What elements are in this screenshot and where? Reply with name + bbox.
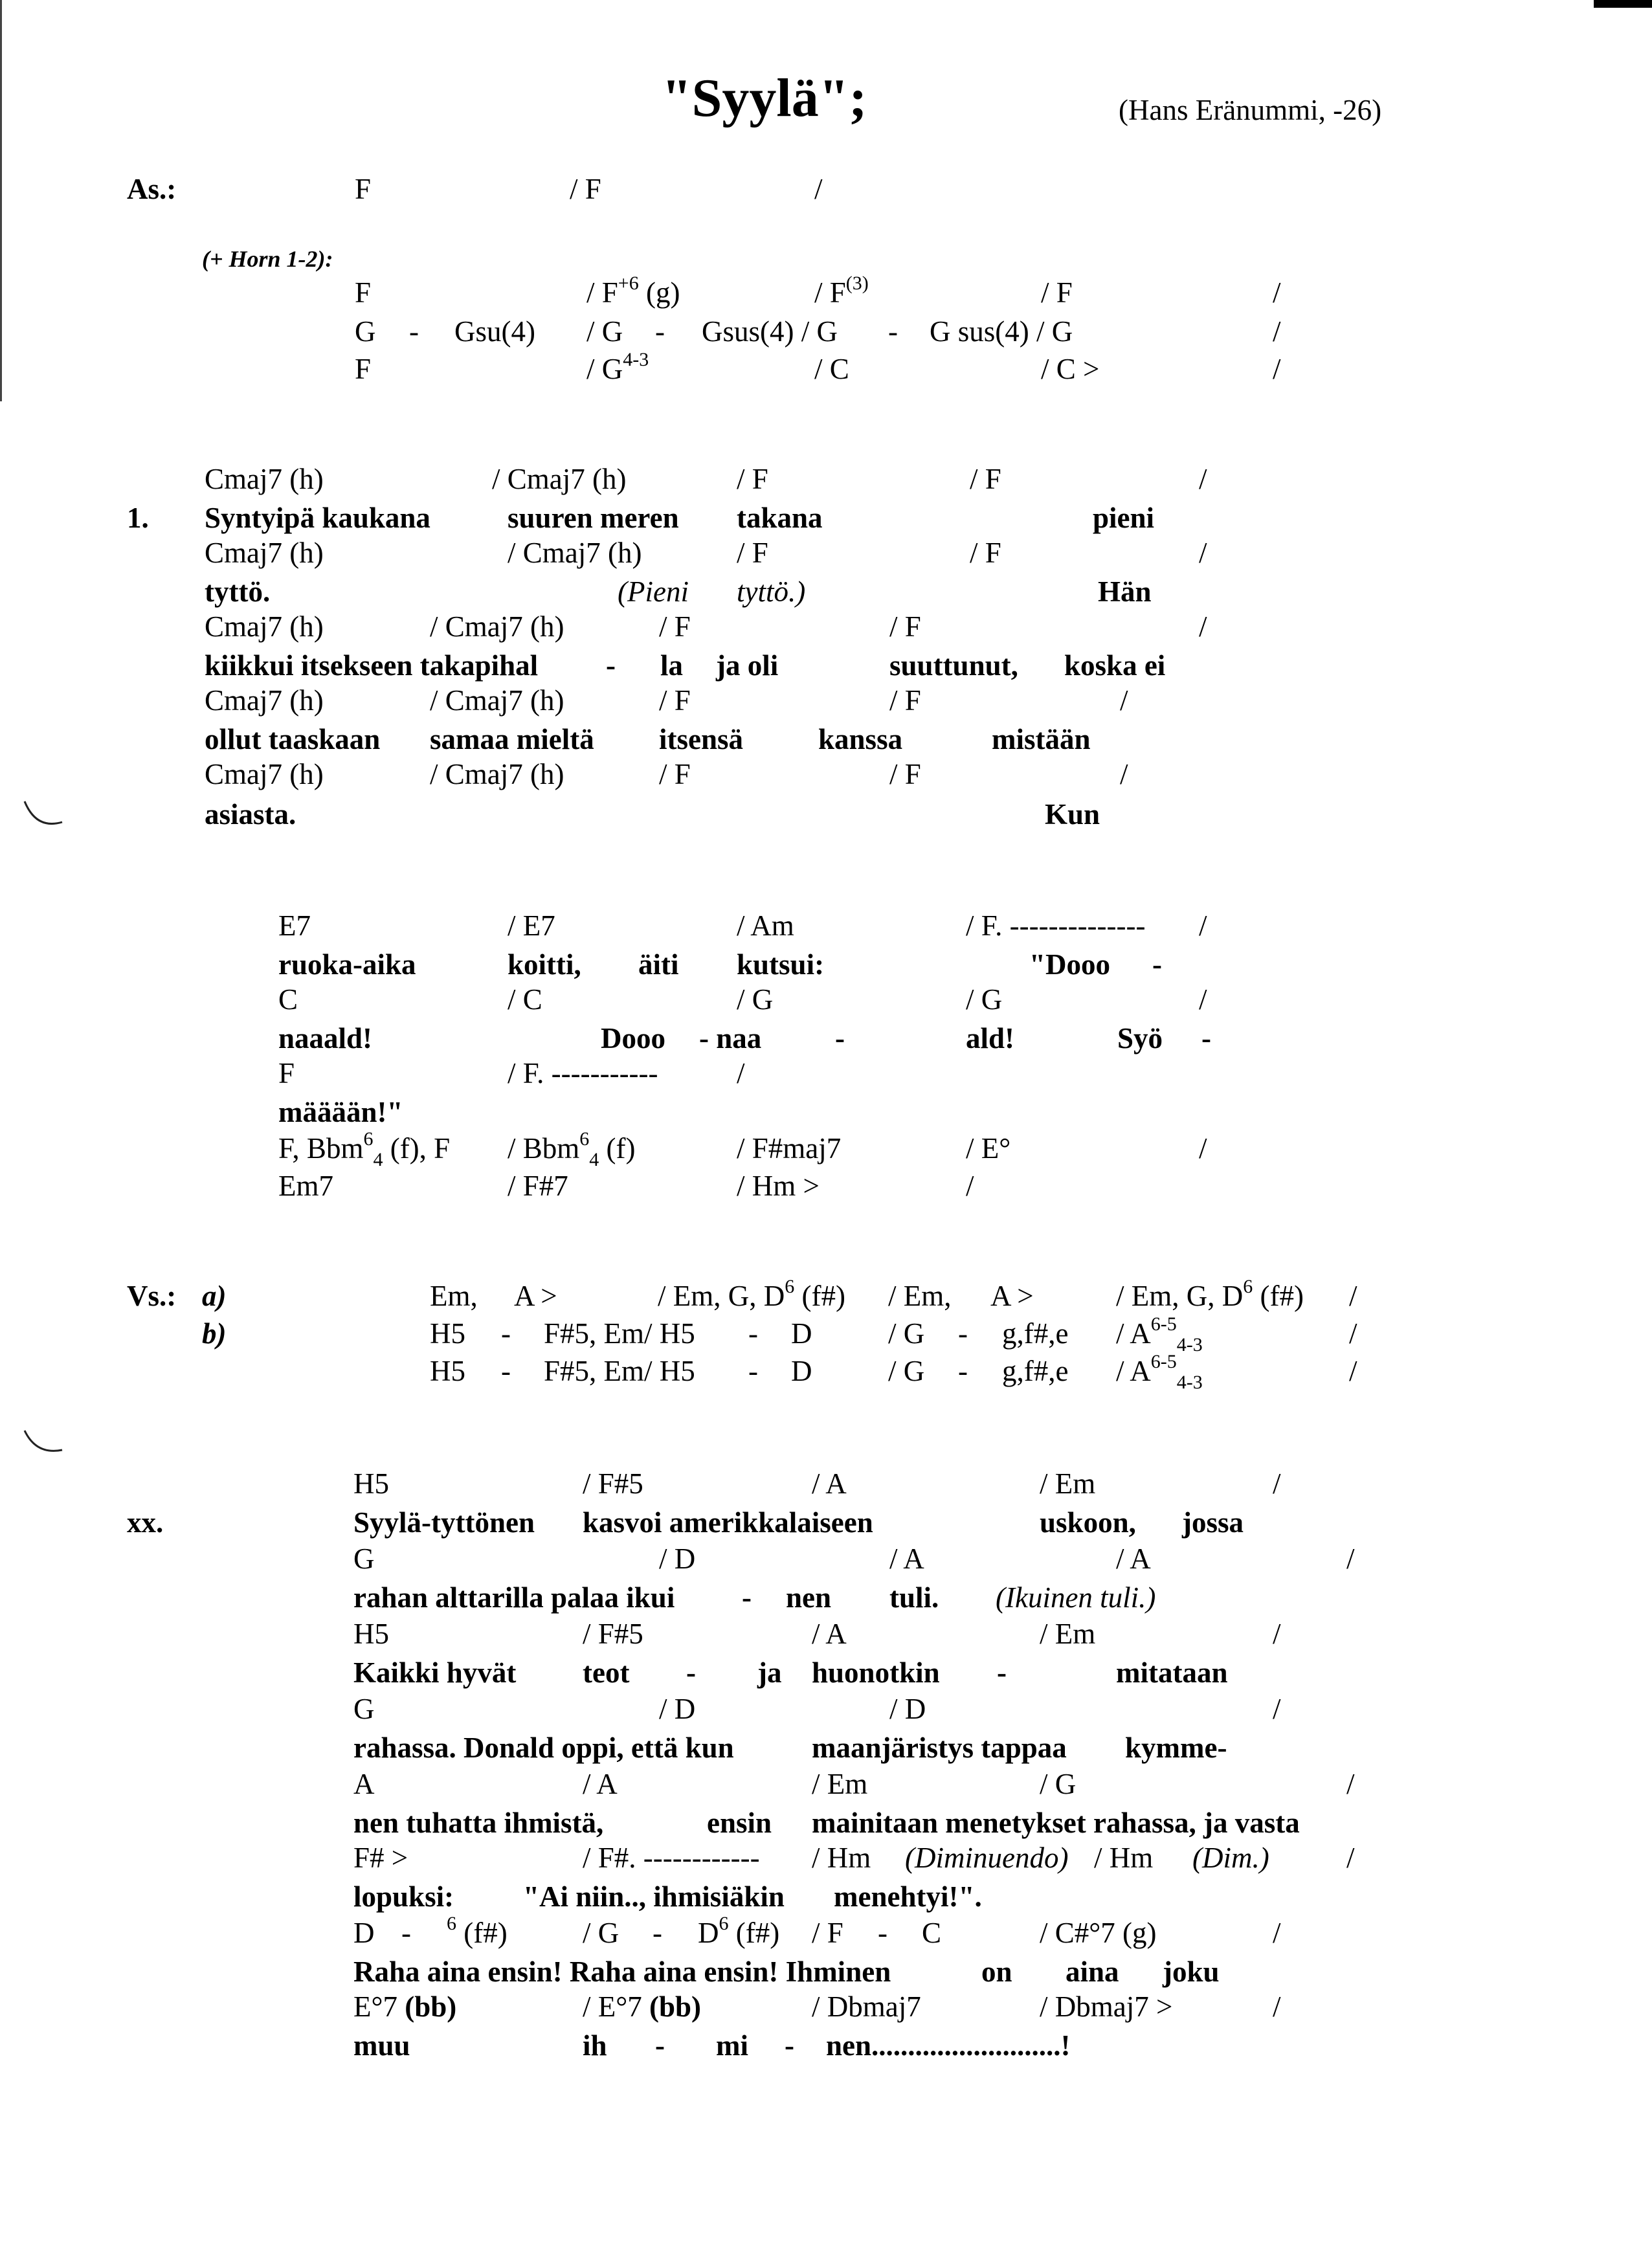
lyric: joku [1163,1956,1220,1988]
chord: / F [889,758,921,790]
chord-superscript: 6-5 [1150,1313,1177,1335]
chord-superscript: 4-3 [623,349,649,370]
chord: Em, [430,1280,478,1312]
lyric-echo: tyttö.) [737,575,806,608]
chord: / Cmaj7 (h) [492,463,627,495]
chord-root: F, Bbm [278,1132,364,1165]
chord [447,1913,508,1949]
lyric: nen..........................! [826,2029,1071,2062]
chord-bass: (bb) [649,1990,702,2023]
chord-superscript: 6 [447,1913,456,1934]
chord: H5 [430,1317,465,1350]
bar-line: / [1199,537,1207,569]
lyric: Dooo [601,1022,665,1054]
chord: / G [583,1917,620,1949]
bar-line: / [1199,983,1207,1016]
bar-line: / [1346,1543,1355,1575]
chord: / F [737,537,768,569]
chord-root: / F [586,276,618,309]
chord: / G [737,983,774,1016]
lyric-dash: - [997,1656,1007,1689]
lyric: ald! [966,1022,1015,1054]
chord: / Hm > [737,1170,820,1202]
chord: F#5, Em/ H5 [544,1355,695,1387]
lyric: Kaikki hyvät [353,1656,517,1689]
chord: F [355,276,372,309]
chord: / C#°7 (g) [1040,1917,1157,1949]
chord: H5 [353,1618,389,1650]
bar-line: / [1273,353,1281,385]
bar-line: / [737,1057,745,1089]
chord: / F [659,684,691,717]
chord-root: / Em, G, D [658,1280,785,1312]
bar-line: / [1199,463,1207,495]
lyric: ollut taaskaan [205,723,381,755]
lyric: tyttö. [205,575,271,608]
lyric: teot [583,1656,630,1689]
chord-superscript: 6-5 [1150,1351,1177,1372]
chord: / G [888,1317,925,1350]
lyric: kasvoi amerikkalaiseen [583,1506,873,1539]
bar-line: / [1273,1467,1281,1500]
bar-line: / [1273,1693,1281,1725]
dynamic-marking: (Diminuendo) [905,1842,1069,1874]
bar-line: / [1199,610,1207,643]
lyric: ruoka-aika [278,948,416,981]
dash: - [878,1917,887,1949]
chord: / F#maj7 [737,1132,842,1165]
chord: F [355,353,372,385]
bar-line: / [1273,1917,1281,1949]
pencil-mark [22,1427,67,1459]
dash: - [748,1317,758,1350]
chord-superscript: 6 [1243,1276,1253,1297]
intro-label: As.: [127,173,177,205]
chord-suffix: (f#) [794,1280,845,1312]
chord: A > [990,1280,1034,1312]
chord-root: / G [586,353,623,385]
chord: / G [586,315,623,348]
dash: - [401,1917,411,1949]
lyric: "Dooo [1029,948,1110,981]
chord: C [922,1917,942,1949]
chord-suffix: (f#) [728,1917,780,1949]
dash: - [501,1355,511,1387]
lyric: Hän [1098,575,1152,608]
chord: F# > [353,1842,408,1874]
chord: / E7 [508,909,555,942]
bar-line: / [1199,909,1207,942]
chord: / Em [1040,1467,1096,1500]
lyric: ensin [707,1807,772,1839]
scan-edge-mark [1594,0,1652,8]
scan-left-edge [0,0,2,401]
chord: / F. ----------- [508,1057,658,1089]
dash: - [501,1317,511,1350]
lyric: äiti [638,948,679,981]
chord: / F [659,758,691,790]
dash: - [888,315,898,348]
chord: / F#7 [508,1170,568,1202]
chord-superscript: 6 [363,1128,374,1150]
chord [814,273,869,309]
chord: Cmaj7 (h) [205,684,324,717]
chord: / D [659,1693,696,1725]
chord: / Em [1040,1618,1096,1650]
lyric: asiasta. [205,798,296,831]
chord: / F#5 [583,1467,643,1500]
chord [353,1992,456,2022]
lyric: mainitaan menetykset rahassa, ja vasta [812,1807,1300,1839]
lyric: - [606,649,616,682]
lyric-dash: - [785,2029,794,2062]
bar-line: / [1273,276,1281,309]
chord: / F [659,610,691,643]
lyric: - naa [699,1022,762,1054]
lyric: samaa mieltä [430,723,594,755]
lyric: kanssa [818,723,903,755]
lyric: kymme- [1125,1732,1227,1764]
lyric: pieni [1093,502,1155,534]
chord: / D [889,1693,926,1725]
section-label: xx. [127,1506,164,1539]
chord-root: / Bbm [508,1132,580,1165]
chord [658,1276,845,1312]
lyric: lopuksi: [353,1880,454,1913]
chord-subscript: 4 [589,1149,599,1170]
vs-label: Vs.: [127,1280,177,1312]
chord: Cmaj7 (h) [205,463,324,495]
lyric: Syö [1117,1022,1163,1054]
lyric: määään!" [278,1096,403,1128]
chord: Gsu(4) [454,315,535,348]
lyric: nen [786,1581,832,1614]
lyric: tuli. [889,1581,939,1614]
chord: G [353,1693,375,1725]
chord: / A [889,1543,924,1575]
chord: A > [514,1280,557,1312]
lyric-dash: - [1152,948,1162,981]
bar-line: / [1346,1768,1355,1800]
chord: G [353,1543,375,1575]
chord [1116,1276,1304,1312]
dash: - [958,1317,968,1350]
lyric: jossa [1182,1506,1244,1539]
chord-suffix: (f), F [383,1132,451,1165]
lyric: menehtyi!". [834,1880,982,1913]
chord [586,349,649,385]
chord: / F#. ------------ [583,1842,760,1874]
bar-line: / [1120,684,1128,717]
chord: D [353,1917,375,1949]
verse-number: 1. [127,502,149,534]
chord: / Hm [812,1842,871,1874]
chord: / Em [812,1768,868,1800]
chord-subscript: 4 [373,1149,383,1170]
chord: F#5, Em/ H5 [544,1317,695,1350]
lyric: ih [583,2029,607,2062]
chord [586,273,680,309]
chord [1116,1313,1203,1355]
bar-line: / [1349,1355,1357,1387]
lyric: rahan alttarilla palaa ikui [353,1581,675,1614]
chord: / E° [966,1132,1011,1165]
chord [278,1128,451,1170]
bar-line: / [1199,1132,1207,1165]
chord-bass: (bb) [405,1990,457,2023]
variant-a-label: a) [202,1280,227,1312]
lyric: naaald! [278,1022,373,1054]
bar-line: / [1349,1317,1357,1350]
chord: / Am [737,909,794,942]
lyric: uskoon, [1040,1506,1136,1539]
dash: - [409,315,419,348]
chord: / Cmaj7 (h) [430,610,564,643]
chord: / F [570,173,601,205]
lyric: mitataan [1116,1656,1228,1689]
dash: - [748,1355,758,1387]
chord-root: / A [1116,1355,1151,1387]
chord: E7 [278,909,311,942]
song-author: (Hans Eränummi, -26) [1119,94,1382,126]
lyric: huonotkin [812,1656,940,1689]
lyric: kiikkui itsekseen takapihal [205,649,539,682]
chord: H5 [430,1355,465,1387]
chord: Gsus(4) / G [702,315,838,348]
lyric: on [981,1956,1012,1988]
chord: g,f#,e [1002,1317,1069,1350]
lyric-dash: - [1201,1022,1211,1054]
lyric: la [660,649,684,682]
chord-superscript: 6 [719,1913,729,1934]
lyric: nen tuhatta ihmistä, [353,1807,604,1839]
chord: Em7 [278,1170,333,1202]
chord: / F [1041,276,1073,309]
chord: / F [970,463,1001,495]
horn-label: (+ Horn 1-2): [202,246,333,272]
variant-b-label: b) [202,1317,227,1350]
chord [1116,1351,1203,1393]
bar-line: / [1273,315,1281,348]
lyric: maanjäristys tappaa [812,1732,1067,1764]
chord: / G [966,983,1003,1016]
chord: / D [659,1543,696,1575]
dynamic-marking: (Dim.) [1192,1842,1269,1874]
chord-subscript: 4-3 [1176,1334,1203,1355]
lyric: Syntyipä kaukana [205,502,430,534]
chord: / A [583,1768,618,1800]
chord: / A [812,1618,847,1650]
lyric: mistään [992,723,1091,755]
lyric-dash: - [655,2029,665,2062]
lyric: aina [1066,1956,1119,1988]
chord: / Em, [888,1280,952,1312]
chord: F [355,173,372,205]
lyric-echo: (Pieni [618,575,689,608]
lyric: mi [716,2029,748,2062]
chord: / Dbmaj7 [812,1990,921,2023]
chord: G [355,315,376,348]
chord: / F [889,610,921,643]
chord: Cmaj7 (h) [205,758,324,790]
chord-root: D [698,1917,719,1949]
lyric: kutsui: [737,948,825,981]
chord: / C [814,353,849,385]
chord: / Cmaj7 (h) [430,684,564,717]
chord-superscript: (3) [845,273,869,294]
chord [583,1992,701,2022]
dash: - [653,1917,662,1949]
chord: Cmaj7 (h) [205,610,324,643]
chord-suffix: (f#) [1253,1280,1304,1312]
lyric: muu [353,2029,410,2062]
chord: / G [888,1355,925,1387]
chord: Cmaj7 (h) [205,537,324,569]
chord: / A [1116,1543,1151,1575]
bar-line: / [966,1170,974,1202]
chord: / Hm [1094,1842,1154,1874]
lyric-dash: - [835,1022,845,1054]
lyric: suuren meren [508,502,679,534]
chord: / Dbmaj7 > [1040,1990,1173,2023]
chord: F [278,1057,295,1089]
chord: D [791,1317,812,1350]
bar-line: / [814,173,823,205]
lyric: Syylä-tyttönen [353,1506,535,1539]
chord-root: / Em, G, D [1116,1280,1244,1312]
lyric: koitti, [508,948,581,981]
lyric: suuttunut, [889,649,1018,682]
chord: C [278,983,298,1016]
chord: / Cmaj7 (h) [430,758,564,790]
lyric: rahassa. Donald oppi, että kun [353,1732,734,1764]
dash: - [655,315,665,348]
lyric-echo: (Ikuinen tuli.) [996,1581,1156,1614]
lyric: koska ei [1064,649,1166,682]
pencil-mark [22,796,67,835]
chord: / Cmaj7 (h) [508,537,642,569]
chord-root: / A [1116,1317,1151,1350]
lyric: Raha aina ensin! Raha aina ensin! Ihminen [353,1956,891,1988]
chord-superscript: 6 [579,1128,590,1150]
chord: g,f#,e [1002,1355,1069,1387]
chord-root: / E°7 [583,1990,649,2023]
chord-subscript: 4-3 [1176,1372,1203,1393]
lyric: takana [737,502,823,534]
chord-bass: (g) [638,276,680,309]
chord: H5 [353,1467,389,1500]
bar-line: / [1346,1842,1355,1874]
chord-suffix: (f#) [456,1917,508,1949]
lyric: "Ai niin.., ihmisiäkin [523,1880,785,1913]
lyric-dash: - [742,1581,752,1614]
chord: / C > [1041,353,1100,385]
chord: / F [737,463,768,495]
chord: / F. -------------- [966,909,1146,942]
chord-root: E°7 [353,1990,405,2023]
chord: D [791,1355,812,1387]
lyric: Kun [1045,798,1100,831]
chord: / A [812,1467,847,1500]
bar-line: / [1349,1280,1357,1312]
lyric-dash: - [686,1656,696,1689]
bar-line: / [1273,1618,1281,1650]
chord-superscript: +6 [618,273,639,294]
chord: A [353,1768,375,1800]
bar-line: / [1120,758,1128,790]
lyric: ja [757,1656,782,1689]
chord [698,1913,780,1949]
chord: / F [889,684,921,717]
chord: / F [812,1917,843,1949]
chord: G sus(4) / G [930,315,1073,348]
chord: / G [1040,1768,1077,1800]
chord [508,1128,636,1170]
chord-superscript: 6 [785,1276,795,1297]
lyric: itsensä [659,723,744,755]
song-title: "Syylä"; [662,68,867,128]
bar-line: / [1273,1990,1281,2023]
chord: / F [970,537,1001,569]
dash: - [958,1355,968,1387]
chord-suffix: (f) [599,1132,636,1165]
chord: / C [508,983,542,1016]
chord-root: / F [814,276,846,309]
chord: / F#5 [583,1618,643,1650]
lyric: ja oli [716,649,779,682]
